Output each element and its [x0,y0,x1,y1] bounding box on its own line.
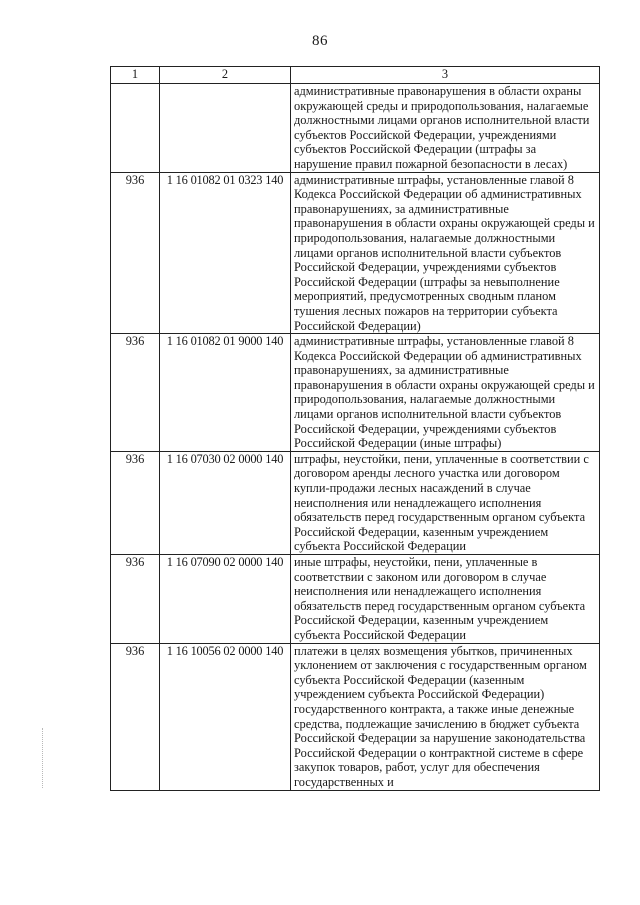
admin-code-cell: 936 [111,451,160,554]
table-row [111,84,600,173]
page-number: 86 [312,33,328,49]
table-header-row [111,67,600,84]
revenue-code-cell: 1 16 10056 02 0000 140 [160,643,291,790]
table-row [111,172,600,334]
revenue-code-cell: 1 16 01082 01 9000 140 [160,334,291,452]
admin-code-cell: 936 [111,555,160,644]
table-row [111,451,600,554]
table-row [111,643,600,790]
table-row [111,555,600,644]
revenue-code-cell: 1 16 07030 02 0000 140 [160,451,291,554]
description-cell: иные штрафы, неустойки, пени, уплаченные в соответствии с законом или договором в случае неисполнения или ненадлежащего исполнения обязательств перед государственным органом субъекта Российской Федерации, казенным учреждением субъекта Российской Федерации [291,555,600,644]
budget-code-table [110,66,600,791]
admin-code-cell: 936 [111,334,160,452]
revenue-code-cell: 1 16 07090 02 0000 140 [160,555,291,644]
description-cell: административные правонарушения в области охраны окружающей среды и природопользования, налагаемые должностными лицами органов исполнительной власти субъектов Российской Федерации, учреждениями субъектов Российской Федерации (штрафы за нарушение правил пожарной безопасности в лесах) [291,84,600,173]
description-cell: штрафы, неустойки, пени, уплаченные в соответствии с договором аренды лесного участка или договором купли-продажи лесных насаждений в случае неисполнения или ненадлежащего исполнения обязательств перед государственным органом субъекта Российской Федерации, казенным учреждением субъекта Российской Федерации [291,451,600,554]
admin-code-cell [111,84,160,173]
table-row [111,334,600,452]
description-cell: административные штрафы, установленные главой 8 Кодекса Российской Федерации об административных правонарушениях, за административные правонарушения в области охраны окружающей среды и природопользования, налагаемые должностными лицами органов исполнительной власти субъектов Российской Федерации, учреждениями субъектов Российской Федерации (штрафы за невыполнение мероприятий, предусмотренных сводным планом тушения лесных пожаров на территории субъекта Российской Федерации) [291,172,600,334]
scan-artifact-line [42,728,44,788]
revenue-code-cell [160,84,291,173]
column-header-2: 2 [160,67,291,84]
column-header-1: 1 [111,67,160,84]
revenue-code-cell: 1 16 01082 01 0323 140 [160,172,291,334]
admin-code-cell: 936 [111,172,160,334]
admin-code-cell: 936 [111,643,160,790]
column-header-3: 3 [291,67,600,84]
description-cell: платежи в целях возмещения убытков, причиненных уклонением от заключения с государственным органом субъекта Российской Федерации (казенным учреждением субъекта Российской Федерации) государственного контракта, а также иные денежные средства, подлежащие зачислению в бюджет субъекта Российской Федерации за нарушение законодательства Российской Федерации о контрактной системе в сфере закупок товаров, работ, услуг для обеспечения государственных и [291,643,600,790]
description-cell: административные штрафы, установленные главой 8 Кодекса Российской Федерации об административных правонарушениях, за административные правонарушения в области охраны окружающей среды и природопользования, налагаемые должностными лицами органов исполнительной власти субъектов Российской Федерации, учреждениями субъектов Российской Федерации (иные штрафы) [291,334,600,452]
